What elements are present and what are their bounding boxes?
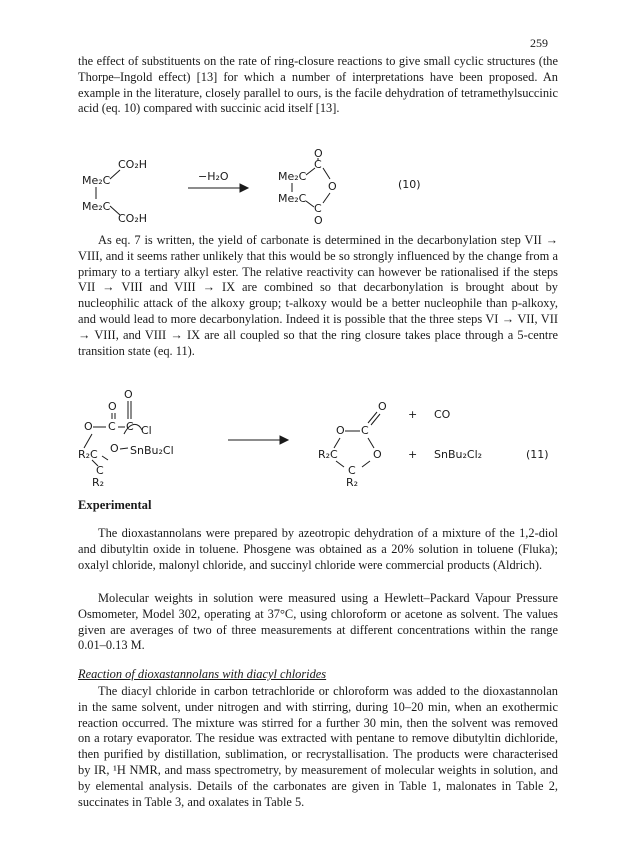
scheme-bond-line (334, 438, 340, 448)
eq10-prod-me2c-top: Me₂C (278, 170, 307, 183)
experimental-heading: Experimental (78, 498, 152, 512)
eq10-co2h-top: CO₂H (118, 158, 148, 171)
scheme-bond-line (84, 434, 92, 448)
eq10-arrow-head (240, 184, 248, 192)
eq10-prod-c-bottom: C (314, 202, 322, 215)
eq11-snbu2cl: SnBu₂Cl (130, 444, 174, 457)
eq11-prod-c-low: C (348, 464, 356, 477)
eq11-prod-o-ring2: O (373, 448, 382, 461)
eq10-prod-bond-4 (306, 201, 314, 207)
eq11-prod-r2c: R₂C (318, 448, 338, 461)
eq11-snbu2cl2: SnBu₂Cl₂ (434, 448, 483, 461)
eq11-plus-1: + (408, 408, 418, 421)
equation-11-scheme (78, 386, 558, 486)
scheme-bond-line (102, 456, 108, 460)
eq11-prod-o-carbonyl: O (378, 400, 387, 413)
page-number: 259 (530, 36, 548, 50)
eq11-o-top1: O (108, 400, 117, 413)
paragraph-molecular-weights: Molecular weights in solution were measured using a Hewlett–Packard Vapour Pressure Osmometer, Model 302, operating at 37°C, using chloroform or acetone as solvent. The values given are averages of two of three measurements at different concentrations within the range 0.01–0.13 M. (78, 591, 558, 653)
eq10-prod-me2c-bottom: Me₂C (278, 192, 307, 205)
eq11-r2c: R₂C (78, 448, 98, 461)
eq11-co: CO (434, 408, 451, 421)
eq11-r2-low: R₂ (92, 476, 105, 486)
eq11-prod-c: C (361, 424, 369, 437)
eq11-label: (11) (526, 448, 549, 461)
eq11-plus-2: + (408, 448, 418, 461)
eq10-prod-bond-3 (323, 193, 330, 203)
eq10-bond-top (110, 170, 120, 179)
equation-10-scheme (78, 146, 558, 226)
eq10-me2c-top: Me₂C (82, 174, 111, 187)
scheme-bond-line (371, 414, 380, 425)
eq11-c2: C (126, 420, 134, 433)
eq10-reagent: −H₂O (198, 170, 229, 183)
eq11-o-sn: O (110, 442, 119, 455)
eq10-me2c-bottom: Me₂C (82, 200, 111, 213)
eq10-prod-o-top: O (314, 147, 323, 160)
eq11-o-top2: O (124, 388, 133, 401)
paragraph-thorpe-ingold: the effect of substituents on the rate of ring-closure reactions to give small cyclic structures (the Thorpe–Ingold effect) [13] for which a number of interpretations have been proposed. An example in the literature, closely parallel to ours, is the facile dehydration of tetramethylsuccinic acid (eq. 10) compared with succinic acid itself [13]. (78, 54, 558, 116)
scheme-bond-line (368, 438, 374, 448)
eq11-arrow-head (280, 436, 288, 444)
eq11-o-ring: O (84, 420, 93, 433)
eq10-prod-bond-2 (323, 168, 330, 179)
eq10-prod-o-bottom: O (314, 214, 323, 226)
scheme-bond-line (368, 412, 377, 423)
paragraph-preparation: The dioxastannolans were prepared by azeotropic dehydration of a mixture of the 1,2-diol and dibutyltin oxide in toluene. Phosgene was obtained as a 20% solution in toluene (Fluka); oxalyl chloride, malonyl chloride, and succinyl chloride were commercial products (Aldrich). (78, 526, 558, 572)
eq11-prod-o-ring: O (336, 424, 345, 437)
eq10-label: (10) (398, 178, 421, 191)
scheme-bond-line (120, 448, 128, 449)
eq11-cl: Cl (141, 424, 152, 437)
eq11-prod-r2-low: R₂ (346, 476, 359, 486)
paragraph-decarbonylation: As eq. 7 is written, the yield of carbonate is determined in the decarbonylation step VII → VIII, and it seems rather unlikely that this would be so strongly influenced by the change from a primary to a tertiary alkyl ester. The relative reactivity can however be rationalised if the steps VII → VIII and VIII → IX are combined so that decarbonylation is brought about by nucleophilic attack of the alkoxy group; t-alkoxy would be a better nucleophile than p-alkoxy, and would lead to more decarbonylation. Indeed it is possible that the three steps VI → VII, VII → VIII, and VIII → IX are all coupled so that the ring closure takes place through a 5-centre transition state (eq. 11). (78, 233, 558, 358)
paragraph-procedure: The diacyl chloride in carbon tetrachloride or chloroform was added to the dioxastannolan in the same solvent, under nitrogen and with stirring, during 10–20 min, when an exothermic reaction occurred. The mixture was stirred for a further 30 min, then the solvent was removed on a rotary evaporator. The residue was extracted with pentane to remove dibutyltin dichloride, then purified by distillation, sublimation, or recrystallisation. The products were characterised by IR, ¹H NMR, and mass spectrometry, by measurement of molecular weights in solution, and by elemental analysis. Details of the carbonates are given in Table 1, malonates in Table 2, succinates in Table 3, and oxalates in Table 5. (78, 684, 558, 809)
scheme-bond-line (336, 461, 344, 467)
eq10-prod-o-ring: O (328, 180, 337, 193)
scheme-bond-line (362, 461, 370, 467)
eq11-c1: C (108, 420, 116, 433)
eq10-co2h-bottom: CO₂H (118, 212, 148, 225)
reaction-subheading: Reaction of dioxastannolans with diacyl chlorides (78, 667, 327, 681)
eq11-c-low: C (96, 464, 104, 477)
eq10-prod-c-top: C (314, 158, 322, 171)
